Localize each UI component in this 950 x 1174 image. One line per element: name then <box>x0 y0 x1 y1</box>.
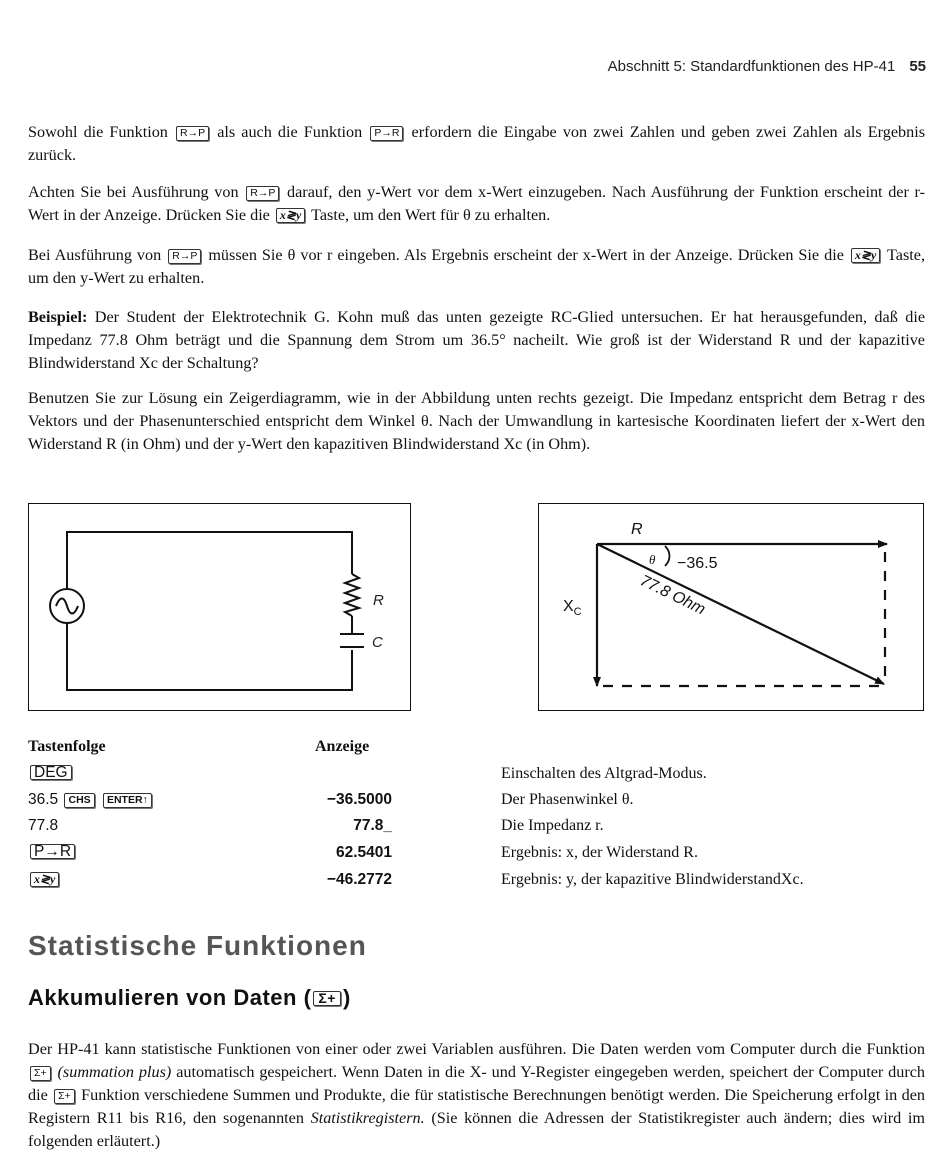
vector-svg <box>539 504 923 710</box>
deg-key: DEG <box>30 765 72 780</box>
paragraph-5 <box>28 387 925 456</box>
subsection-title-a: Akkumulieren von Daten ( <box>28 985 312 1010</box>
circuit-svg <box>29 504 410 710</box>
table-header-display: Anzeige <box>315 738 370 755</box>
text: müssen Sie θ vor r eingeben. Als Ergebnis erscheint der x-Wert in der Anzeige. Drücken Sie die <box>208 246 844 264</box>
row-description: Ergebnis: x, der Widerstand R. <box>501 844 698 861</box>
text: Achten Sie bei Ausführung von <box>28 183 239 201</box>
row-description: Die Impedanz r. <box>501 817 604 834</box>
row-description: Ergebnis: y, der kapazitive BlindwiderstandXc. <box>501 871 804 888</box>
subsection-title-b: ) <box>342 985 351 1010</box>
vector-impedance <box>597 544 884 684</box>
wire-top <box>67 532 352 588</box>
sigma-plus-key: Σ+ <box>313 991 341 1006</box>
text: Funktion verschiedene Summen und Produkte, die für statistische Berechnungen benötigt werden. Die Speicherung erfolgt in den Registern R11 bis R16, den sogenannten <box>28 1086 926 1127</box>
page-number: 55 <box>909 58 926 75</box>
text: Sowohl die Funktion <box>28 123 168 141</box>
key-prefix: 36.5 <box>28 791 59 808</box>
display-value: 62.5401 <box>335 844 392 861</box>
display-value: −36.5000 <box>326 791 392 808</box>
enter-key: ENTER↑ <box>103 793 152 808</box>
statistics-paragraph <box>28 1038 925 1153</box>
text: erfordern die Eingabe von zwei Zahlen und geben zwei Zahlen als Ergebnis zurück. <box>28 123 926 164</box>
angle-arc <box>665 546 670 566</box>
chs-key: CHS <box>64 793 94 808</box>
paragraph-5-text: Benutzen Sie zur Lösung ein Zeigerdiagramm, wie in der Abbildung unten rechts gezeigt. Die Impedanz entspricht dem Betrag r des Vektors und der Phasenunterschied entspricht dem Winkel θ. Nach der Umwandlung in kartesische Koordinaten liefert der x-Wert den Widerstand R (in Ohm) und der y-Wert den kapazitiven Blindwiderstand Xc (in Ohm). <box>28 389 925 453</box>
sigma-plus-key: Σ+ <box>30 1066 51 1081</box>
x-swap-y-key: x≷y <box>276 208 305 223</box>
row-description: Einschalten des Altgrad-Modus. <box>501 765 707 782</box>
display-value: 77.8_ <box>353 817 392 834</box>
text: als auch die Funktion <box>217 123 363 141</box>
p-to-r-key: P→R <box>370 126 403 141</box>
paragraph-3 <box>28 244 925 290</box>
resistor-label: R <box>373 592 384 609</box>
wire-bottom <box>67 624 352 690</box>
text: Taste, um den y-Wert zu erhalten. <box>28 246 926 287</box>
text: Der HP-41 kann statistische Funktionen von einer oder zwei Variablen ausführen. Die Daten werden vom Computer durch die Funktion <box>28 1040 925 1058</box>
table-row <box>28 787 154 813</box>
magnitude-label: 77.8 Ohm <box>637 572 708 619</box>
text: darauf, den y-Wert vor dem x-Wert einzugeben. Nach Ausführung der Funktion erscheint der r-Wert in der Anzeige. Drücken Sie die <box>28 183 925 224</box>
subsection-title <box>28 985 351 1011</box>
vector-label-xc: $X_C$ <box>563 598 582 618</box>
key-prefix: 77.8 <box>28 817 59 834</box>
text: Statistikregistern. <box>310 1109 425 1127</box>
display-value: −46.2772 <box>326 871 392 888</box>
theta-label: θ <box>649 552 656 567</box>
r-to-p-key: R→P <box>176 126 209 141</box>
vector-label-r: R <box>631 521 643 538</box>
x-swap-y-key: x≷y <box>851 248 880 263</box>
text: Taste, um den Wert für θ zu erhalten. <box>311 206 551 224</box>
paragraph-2 <box>28 181 925 227</box>
text: (summation plus) <box>57 1063 172 1081</box>
x-swap-y-key: x≷y <box>30 872 59 887</box>
resistor-symbol <box>345 574 359 616</box>
vector-diagram <box>538 503 924 711</box>
example-paragraph <box>28 306 925 375</box>
text: (Sie können die Adressen der Statistikregister auch ändern; dies wird im folgenden erläutert.) <box>28 1109 926 1150</box>
page-header <box>0 58 926 75</box>
header-title: Abschnitt 5: Standardfunktionen des HP-41 <box>607 58 896 75</box>
row-description: Der Phasenwinkel θ. <box>501 791 634 808</box>
table-row <box>28 840 77 866</box>
sigma-plus-key: Σ+ <box>54 1089 75 1104</box>
circuit-diagram <box>28 503 411 711</box>
table-row <box>28 867 61 893</box>
table-row <box>28 761 74 787</box>
r-to-p-key: R→P <box>168 249 201 264</box>
example-label: Beispiel: <box>28 308 88 326</box>
table-header-keys: Tastenfolge <box>28 738 106 755</box>
text: Bei Ausführung von <box>28 246 162 264</box>
sine-wave-icon <box>56 599 78 614</box>
text: automatisch gespeichert. Wenn Daten in die X- und Y-Register eingegeben werden, speichert der Computer durch die <box>28 1063 926 1104</box>
r-to-p-key: R→P <box>246 186 279 201</box>
paragraph-1 <box>28 121 925 167</box>
capacitor-label: C <box>372 634 383 651</box>
display-value <box>312 761 392 787</box>
p-to-r-key: P→R <box>30 844 75 859</box>
angle-label: −36.5 <box>677 555 718 572</box>
section-title: Statistische Funktionen <box>28 930 367 961</box>
example-text: Der Student der Elektrotechnik G. Kohn muß das unten gezeigte RC-Glied untersuchen. Er hat herausgefunden, daß die Impedanz 77.8 Ohm beträgt und die Spannung dem Strom um 36.5° nacheilt. Wie groß ist der Widerstand R und der kapazitive Blindwiderstand Xc der Schaltung? <box>28 308 925 372</box>
table-row <box>28 813 58 839</box>
